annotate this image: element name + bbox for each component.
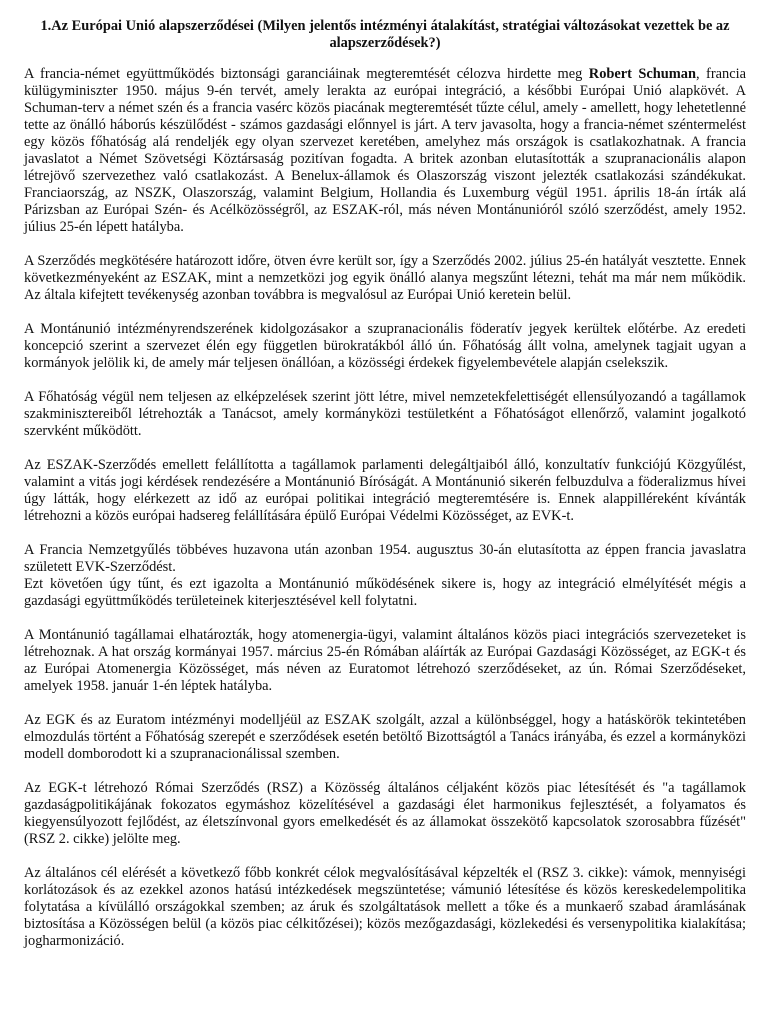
- paragraph-institutional-model: Az EGK és az Euratom intézményi modelljéül az ESZAK szolgált, azzal a különbséggel, hogy a hatáskörök tekintetében elmozdulás történt a Főhatóság szerepét e szerződések esetén betöltő Bizottságtól a Tanács irányába, és ezzel a kormányközi modell domborodott ki a szupranacionálissal szemben.: [24, 712, 746, 762]
- paragraph-text: A francia-német együttműködés biztonsági garanciáinak megteremtését célozva hirdette meg: [24, 66, 589, 82]
- person-name-bold: Robert Schuman: [588, 66, 696, 82]
- paragraph-evk-rejection: A Francia Nemzetgyűlés többéves huzavona után azonban 1954. augusztus 30-án elutasította az éppen francia javaslatra született EVK-Szerződést.: [24, 542, 746, 575]
- paragraph-high-authority: A Főhatóság végül nem teljesen az elképzelések szerint jött létre, mivel nemzetekfelettiségét ellensúlyozandó a tagállamok szakminisztereiből létrehozták a Tanácsot, amely kormányközi testületként a Főhatóságot ellenőrző, valamint jogalkotó szervként működött.: [24, 389, 746, 439]
- paragraph-concrete-goals: Az általános cél elérését a következő főbb konkrét célok megvalósításával képzelték el (RSZ 3. cikke): vámok, mennyiségi korlátozások és az ezekkel azonos hatású intézkedések megszüntetése; vámunió létesítése és közös kereskedelempolitika folytatása a kívülálló országokkal szemben; az áruk és szolgáltatások mellett a tőke és a munkaerő szabad áramlásának biztosítása a Közösségen belül (a közös piac célkitőzései); közös mezőgazdasági, közlekedési és versenypolitika kialakítása; jogharmonizáció.: [24, 865, 746, 949]
- paragraph-assembly-court: Az ESZAK-Szerződés emellett felállította a tagállamok parlamenti delegáltjaiból álló, konzultatív funkciójú Közgyűlést, valamint a vitás jogi kérdések rendezésére a Montánunió Bíróságát. A Montánunió sikerén felbuzdulva a föderalizmus hívei úgy látták, hogy elérkezett az idő az európai politikai integráció megteremtésére is. Ennek alappilléreként kívánták létrehozni a közös európai hadsereg felállítására épülő Európai Védelmi Közösséget, az EVK-t.: [24, 457, 746, 524]
- paragraph-schuman-plan: [24, 66, 746, 236]
- page-title: 1.Az Európai Unió alapszerződései (Milyen jelentős intézményi átalakítást, stratégiai változásokat vezettek be az alapszerződések?): [40, 18, 730, 51]
- paragraph-economic-cooperation: Ezt követően úgy tűnt, és ezt igazolta a Montánunió működésének sikere is, hogy az integráció elmélyítését mégis a gazdasági együttműködés területeinek kiterjesztésével kell folytatni.: [24, 576, 746, 609]
- paragraph-institutional-system: A Montánunió intézményrendszerének kidolgozásakor a szupranacionális föderatív jegyek kerültek előtérbe. Az eredeti koncepció szerint a szervezet élén egy független bürokratákból álló ún. Főhatóság állt volna, amelynek tagjait ugyan a kormányok jelölik ki, de amely már teljesen önállóan, a közösségi érdekek figyelembevétele alapján cselekszik.: [24, 321, 746, 371]
- paragraph-treaty-expiry: A Szerződés megkötésére határozott időre, ötven évre került sor, így a Szerződés 2002. július 25-én hatályát vesztette. Ennek következményeként az ESZAK, mint a nemzetközi jog egyik önálló alanya megszűnt létezni, tehát ma már nem működik. Az általa kifejtett tevékenység azonban továbbra is megvalósul az Európai Unió keretein belül.: [24, 253, 746, 303]
- paragraph-general-aim: Az EGK-t létrehozó Római Szerződés (RSZ) a Közösség általános céljaként közös piac létesítését és "a tagállamok gazdaságpolitikájának fokozatos egymáshoz közelítésével a gazdasági élet harmonikus fejlesztését, a folyamatos és kiegyensúlyozott fejlődést, az életszínvonal gyors emelkedését és az államokat összekötő kapcsolatok szorosabbra fűzését" (RSZ 2. cikke) jelölte meg.: [24, 780, 746, 847]
- paragraph-text: , francia külügyminiszter 1950. május 9-én tervét, amely lerakta az európai integráció, a későbbi Európai Unió alapkövét. A Schuman-terv a német szén és a francia vasérc közös piacának megteremtését tűzte célul, amely - amellett, hogy lehetetlenné tette az önálló háborús készülődést - számos gazdasági előnnyel is járt. A terv javasolta, hogy a francia-német széntermelést egy közös főhatóság alá rendeljék egy olyan szervezet keretében, amelyhez más országok is csatlakozhatnak. A francia javaslatot a Német Szövetségi Köztársaság pozitívan fogadta. A britek azonban elutasították a szupranacionális alapon létrejövő szervezethez való csatlakozást. A Benelux-államok és Olaszország viszont jelezték csatlakozási szándékukat. Franciaország, az NSZK, Olaszország, valamint Belgium, Hollandia és Luxemburg végül 1951. április 18-án írták alá Párizsban az Európai Szén- és Acélközösségről, az ESZAK-ról, más néven Montánunióról szóló szerződést, amely 1952. július 25-én lépett hatályba.: [24, 66, 746, 235]
- paragraph-rome-treaties: A Montánunió tagállamai elhatározták, hogy atomenergia-ügyi, valamint általános közös piaci integrációs szervezeteket is létrehoznak. A hat ország kormányai 1957. március 25-én Rómában aláírták az Európai Gazdasági Közösséget, az EGK-t és az Európai Atomenergia Közösséget, más néven az Euratomot létrehozó szerződéseket, az ún. Római Szerződéseket, amelyek 1958. január 1-én léptek hatályba.: [24, 627, 746, 694]
